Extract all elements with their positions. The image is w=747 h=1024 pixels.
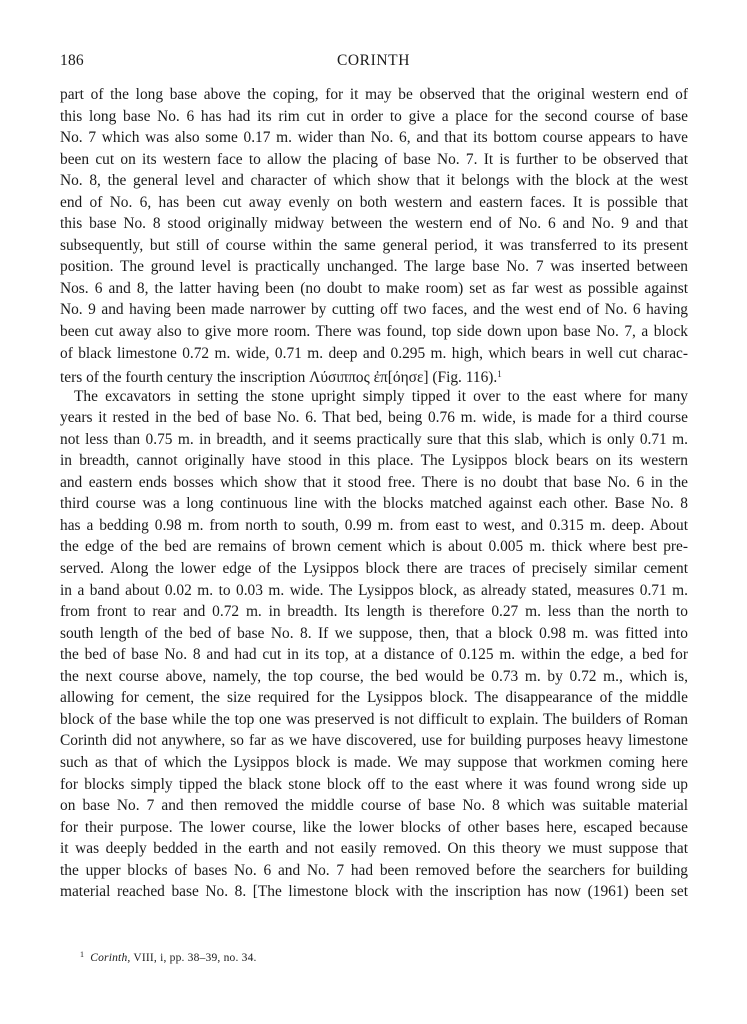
text-line: been cut on its western face to allow the placing of base No. 7. It is further to be observed that [60,150,688,168]
text-line: allowing for cement, the size required for the Lysippos block. The disappearance of the middle [60,689,688,707]
text-line: been cut away also to give more room. There was found, top side down upon base No. 7, a block [60,323,688,341]
text-line-content: ters of the fourth century the inscription Λύσιππος ἐπ[όησε] (Fig. 116). [60,369,498,387]
text-line: years it rested in the bed of base No. 6. That bed, being 0.76 m. wide, is made for a third course [60,409,688,427]
text-line: the upper blocks of bases No. 6 and No. 7 had been removed before the searchers for building [60,861,688,879]
text-line: material reached base No. 8. [The limestone block with the inscription has now (1961) been set [60,883,688,901]
page-number: 186 [60,52,84,69]
text-line: part of the long base above the coping, for it may be observed that the original western end of [60,86,688,103]
body-text [60,84,688,903]
text-line: Corinth did not anywhere, so far as we have discovered, use for building purposes heavy limestone [60,732,688,750]
text-line-with-footnote-ref [60,364,688,386]
text-line: in breadth, cannot originally have stood in this place. The Lysippos block bears on its western [60,452,688,470]
text-line: subsequently, but still of course within the same general period, it was transferred to its present [60,236,688,254]
text-line: in a band about 0.02 m. to 0.03 m. wide. The Lysippos block, as already stated, measures 0.71 m. [60,581,688,599]
text-line: for blocks simply tipped the black stone block off to the east where it was found wrong side up [60,775,688,793]
text-line: not less than 0.75 m. in breadth, and it seems practically sure that this slab, which is only 0.71 m. [60,430,688,448]
footnote-citation-text: VIII, i, pp. 38–39, no. 34. [133,952,257,964]
text-line: position. The ground level is practically unchanged. The large base No. 7 was inserted between [60,258,688,276]
text-line: it was deeply bedded in the earth and not easily removed. On this theory we must suppose that [60,840,688,858]
text-line: third course was a long continuous line with the blocks matched against each other. Base No. 8 [60,495,688,513]
text-line: on base No. 7 and then removed the middle course of base No. 8 which was suitable material [60,797,688,815]
text-line: this base No. 8 stood originally midway between the western end of No. 6 and No. 9 and that [60,215,688,233]
footnote [80,950,257,964]
text-line: No. 9 and having been made narrower by cutting off two faces, and the west end of No. 6 having [60,301,688,319]
text-line: served. Along the lower edge of the Lysippos block there are traces of precisely similar cement [60,560,688,578]
text-line: No. 7 which was also some 0.17 m. wider than No. 6, and that its bottom course appears to have [60,129,688,147]
footnote-reference[interactable]: 1 [497,369,502,380]
footnote-marker: 1 [80,950,85,959]
text-line: this long base No. 6 has had its rim cut in order to give a place for the second course of base [60,107,688,125]
text-line: for their purpose. The lower course, like the lower blocks of other bases here, escaped because [60,818,688,836]
text-line: the edge of the bed are remains of brown cement which is about 0.005 m. thick where best pre- [60,538,688,556]
text-line: of black limestone 0.72 m. wide, 0.71 m. deep and 0.295 m. high, which bears in well cut charac- [60,344,688,362]
text-line: the bed of base No. 8 and had cut in its top, at a distance of 0.125 m. within the edge, a bed for [60,646,688,664]
text-line: has a bedding 0.98 m. from north to south, 0.99 m. from east to west, and 0.315 m. deep. About [60,516,688,534]
text-line: south length of the bed of base No. 8. If we suppose, then, that a block 0.98 m. was fitted into [60,624,688,642]
text-line: the next course above, namely, the top course, the bed would be 0.73 m. by 0.72 m., which is, [60,667,688,685]
text-line: end of No. 6, has been cut away evenly on both western and eastern faces. It is possible that [60,193,688,211]
text-line: Nos. 6 and 8, the latter having been (no doubt to make room) set as far west as possible against [60,279,688,297]
running-title: CORINTH [336,52,411,69]
text-line: and eastern ends bosses which show that it stood free. There is no doubt that base No. 6 in the [60,473,688,491]
paragraph-first-line: The excavators in setting the stone upright simply tipped it over to the east where for many [74,387,688,405]
text-line: No. 8, the general level and character of which show that it belongs with the block at the west [60,172,688,190]
text-line: from front to rear and 0.72 m. in breadth. Its length is therefore 0.27 m. less than the north to [60,603,688,621]
text-line: such as that of which the Lysippos block is made. We may suppose that workmen coming here [60,753,688,771]
text-line: block of the base while the top one was preserved is not difficult to explain. The builders of Roman [60,710,688,728]
footnote-citation-title: Corinth, [90,952,131,964]
